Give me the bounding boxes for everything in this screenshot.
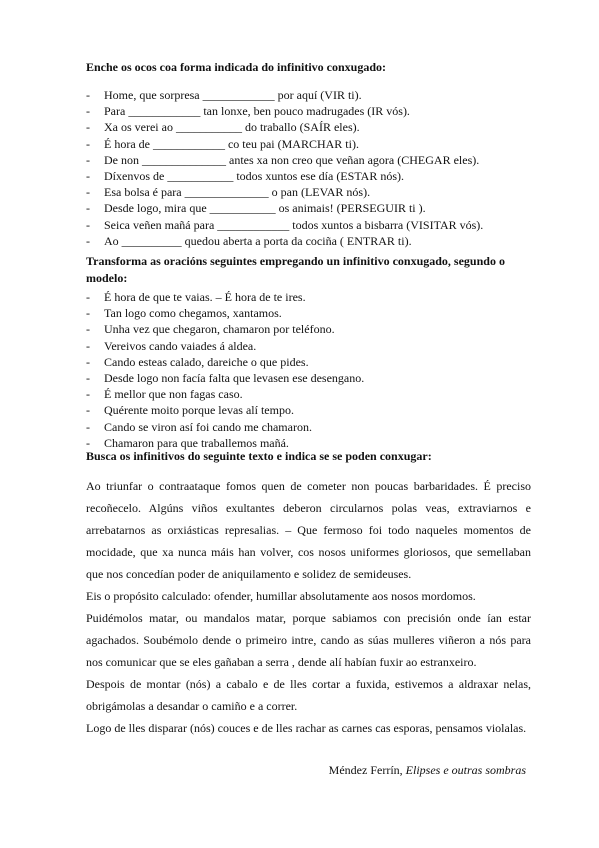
list-dash: - [86,185,90,200]
list-item [86,217,531,233]
source-attribution [329,762,526,778]
list-dash: - [86,306,90,321]
list-dash: - [86,435,90,450]
text-paragraph-5: Logo de lles disparar (nós) couces e de lles rachar as carnes cas esporas, pensamos violalas. [86,721,527,735]
list-item-text: Díxenvos de ___________ todos xuntos ese día (ESTAR nós). [104,168,405,183]
list-item [86,87,531,103]
list-item [86,321,531,337]
list-item [86,103,531,119]
list-item [86,305,531,321]
list-item-text: Unha vez que chegaron, chamaron por teléfono. [104,322,335,337]
list-dash: - [86,403,90,418]
list-item-text: Desde logo non facía falta que levasen ese desengano. [104,370,365,385]
list-item [86,136,531,152]
list-item-text: Vereivos cando vaiades á aldea. [104,338,257,353]
list-dash: - [86,290,90,304]
author-name: Méndez Ferrín, [328,763,403,777]
list-item-text: É mellor que non fagas caso. [104,387,243,402]
list-item [86,168,531,184]
list-dash: - [86,370,90,385]
text-paragraph-2: Eis o propósito calculado: ofender, humillar absolutamente aos nosos mordomos. [86,589,476,603]
list-dash: - [86,338,90,353]
list-item-text: Tan logo como chegamos, xantamos. [104,306,282,321]
list-item-text: Esa bolsa é para ______________ o pan (LEVAR nós). [104,185,371,200]
list-item [86,200,531,216]
list-dash: - [86,168,90,183]
list-item [86,184,531,200]
list-item-text: De non ______________ antes xa non creo que veñan agora (CHEGAR eles). [104,152,480,167]
list-item-text: Desde logo, mira que ___________ os animais! (PERSEGUIR ti ). [104,201,426,216]
list-item-text: Home, que sorpresa ____________ por aquí (VIR ti). [104,88,362,102]
work-title: Elipses e outras sombras [405,763,526,777]
list-dash: - [86,152,90,167]
list-item-text: Para ____________ tan lonxe, ben pouco madrugades (IR vós). [104,104,410,119]
section2-heading: Transforma as oracións seguintes empregando un infinitivo conxugado, segundo o modelo: [86,254,505,285]
list-item-text: Cando esteas calado, dareiche o que pides. [104,354,309,369]
list-item-text: É hora de que te vaias. – É hora de te ires. [104,290,306,304]
list-dash: - [86,233,90,248]
text-paragraph-4: Despois de montar (nós) a cabalo e de lles cortar a fuxida, estivemos a aldraxar nelas, obrigámolas a desandar o camiño e a correr. [86,677,531,713]
section2-list [86,289,531,451]
list-item [86,119,531,135]
list-dash: - [86,201,90,216]
list-dash: - [86,419,90,434]
text-paragraph-3: Puidémolos matar, ou mandalos matar, porque sabiamos con precisión onde ían estar agachados. Soubémolo dende o primeiro intre, cando as súas mulleres viñeron a nós para nos comunicar que se eles gañaban a serra , dende alí habían fuxir ao estranxeiro. [86,611,531,669]
list-dash: - [86,88,90,102]
list-item-text: É hora de ____________ co teu pai (MARCHAR ti). [104,136,359,151]
list-dash: - [86,387,90,402]
section3-heading: Busca os infinitivos do seguinte texto e indica se se poden conxugar: [86,449,432,463]
list-dash: - [86,354,90,369]
list-dash: - [86,136,90,151]
section1-list [86,87,531,249]
list-item-text: Seica veñen mañá para ____________ todos xuntos a bisbarra (VISITAR vós). [104,217,484,232]
list-dash: - [86,217,90,232]
list-item-text: Xa os verei ao ___________ do traballo (SAÍR eles). [104,120,360,135]
list-item [86,152,531,168]
list-item [86,338,531,354]
list-item [86,386,531,402]
list-item [86,354,531,370]
list-item [86,402,531,418]
list-item-text: Cando se viron así foi cando me chamaron. [104,419,312,434]
list-item [86,419,531,435]
list-item [86,233,531,249]
list-item-text: Chamaron para que traballemos mañá. [104,435,289,450]
list-item-text: Ao __________ quedou aberta a porta da cociña ( ENTRAR ti). [104,233,412,248]
list-item [86,289,531,305]
text-paragraph-1: Ao triunfar o contraataque fomos quen de cometer non poucas barbaridades. É preciso recoñecelo. Algúns viños exultantes deberon circularnos polas veas, extraviarnos e arrebatarnos as orxiásticas represalias. – Que fermoso foi todo naqueles momentos de mocidade, que xa nunca máis han volver, cos nosos uniformes gloriosos, que semellaban que nos concedían poder de aniquilamento e solidez de semideuses. [86,479,531,581]
list-dash: - [86,322,90,337]
section1-heading: Enche os ocos coa forma indicada do infinitivo conxugado: [86,60,387,74]
list-item [86,370,531,386]
list-dash: - [86,104,90,119]
list-dash: - [86,120,90,135]
list-item-text: Quérente moito porque levas alí tempo. [104,403,294,418]
